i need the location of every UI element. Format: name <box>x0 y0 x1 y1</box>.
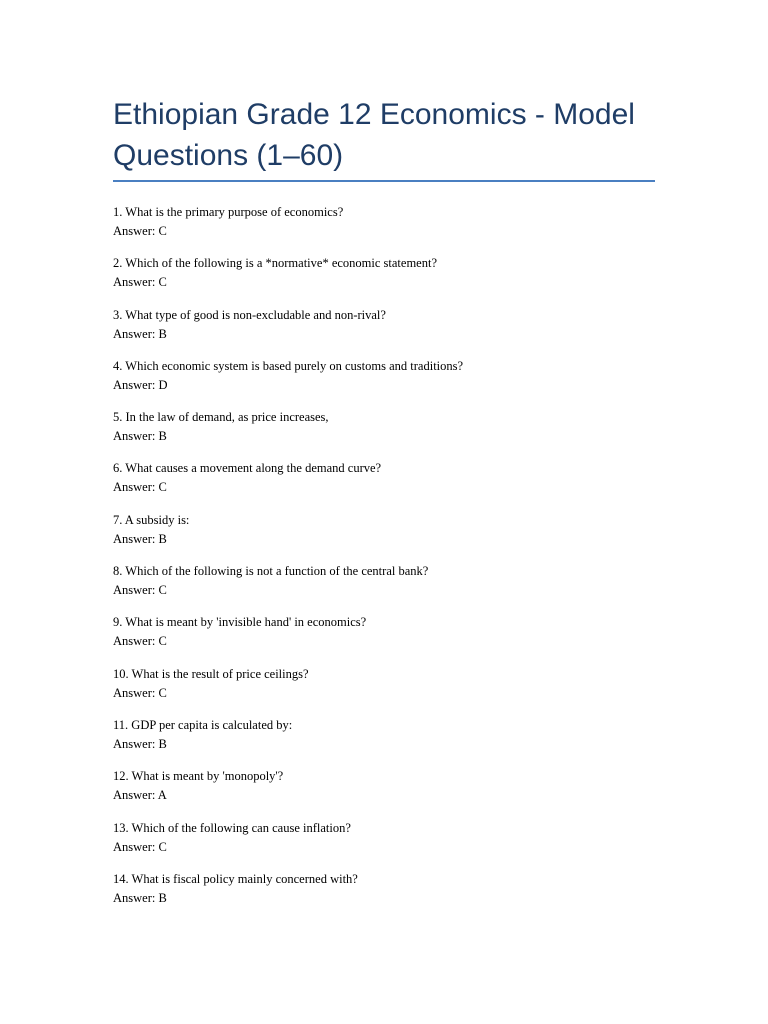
question-item <box>113 613 655 664</box>
answer-text: Answer: C <box>113 839 167 854</box>
question-item <box>113 408 655 459</box>
answer-text: Answer: C <box>113 275 167 290</box>
answer-text: Answer: B <box>113 736 167 751</box>
question-text: 8. Which of the following is not a function of the central bank? <box>113 564 429 579</box>
question-item <box>113 459 655 510</box>
answer-text: Answer: C <box>113 583 167 598</box>
answer-text: Answer: C <box>113 480 167 495</box>
question-text: 2. Which of the following is a *normative* economic statement? <box>113 256 437 271</box>
answer-text: Answer: B <box>113 429 167 444</box>
answer-text: Answer: D <box>113 377 168 392</box>
answer-text: Answer: B <box>113 531 167 546</box>
question-text: 5. In the law of demand, as price increases, <box>113 410 329 425</box>
question-item <box>113 511 655 562</box>
question-text: 3. What type of good is non-excludable and non-rival? <box>113 307 386 322</box>
title-divider <box>113 180 655 182</box>
question-text: 6. What causes a movement along the demand curve? <box>113 461 382 476</box>
question-item <box>113 819 655 870</box>
question-text: 4. Which economic system is based purely on customs and traditions? <box>113 358 464 373</box>
question-item <box>113 203 655 254</box>
question-text: 9. What is meant by 'invisible hand' in economics? <box>113 615 367 630</box>
question-list <box>113 203 655 921</box>
question-item <box>113 254 655 305</box>
answer-text: Answer: C <box>113 224 167 238</box>
answer-text: Answer: C <box>113 685 167 700</box>
question-item <box>113 306 655 357</box>
answer-text: Answer: C <box>113 634 167 649</box>
answer-text: Answer: B <box>113 326 167 341</box>
question-text: 1. What is the primary purpose of economics? <box>113 205 344 219</box>
question-text: 14. What is fiscal policy mainly concerned with? <box>113 871 358 886</box>
question-text: 13. Which of the following can cause inflation? <box>113 820 351 835</box>
question-item <box>113 665 655 716</box>
question-text: 12. What is meant by 'monopoly'? <box>113 769 284 784</box>
question-item <box>113 870 655 921</box>
answer-text: Answer: B <box>113 890 167 905</box>
question-item <box>113 767 655 818</box>
question-item <box>113 357 655 408</box>
question-text: 11. GDP per capita is calculated by: <box>113 717 293 732</box>
question-item <box>113 716 655 767</box>
question-item <box>113 562 655 613</box>
document-title: Ethiopian Grade 12 Economics - Model Questions (1–60) <box>113 98 635 172</box>
question-text: 7. A subsidy is: <box>113 512 190 527</box>
answer-text: Answer: A <box>113 788 167 803</box>
document-page <box>113 94 655 921</box>
question-text: 10. What is the result of price ceilings? <box>113 666 309 681</box>
